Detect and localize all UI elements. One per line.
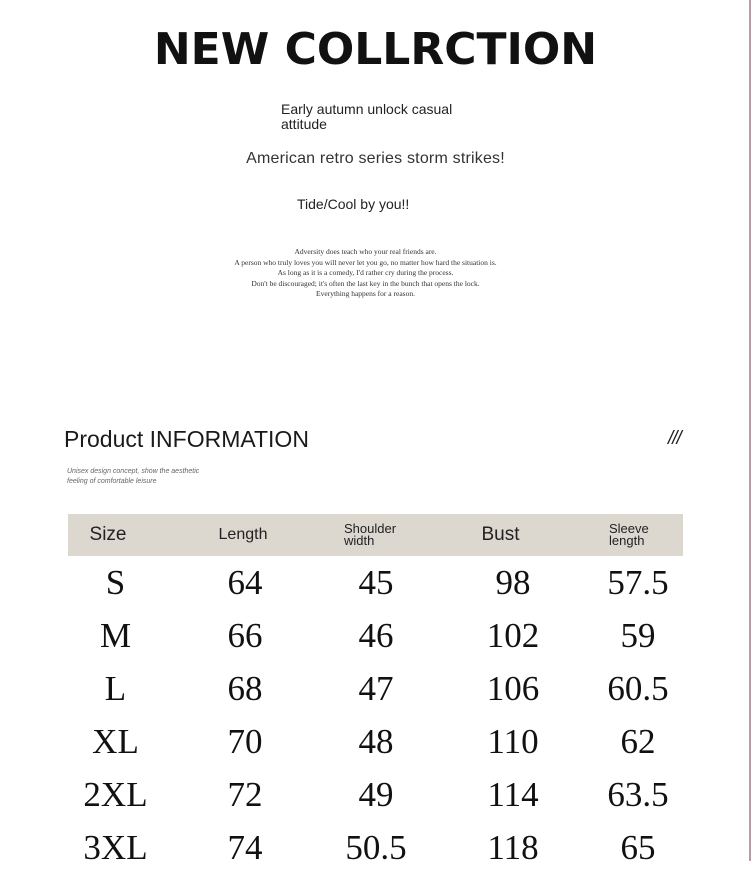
size-table [68, 514, 683, 874]
decorative-slashes: /// [668, 428, 681, 449]
header-shoulder-width: Shoulder width [344, 521, 397, 548]
cell-bust: 98 [495, 562, 531, 602]
cell-length: 66 [227, 615, 263, 655]
cell-size: XL [92, 721, 139, 761]
cell-length: 64 [227, 562, 263, 602]
cell-sleeve-length: 59 [620, 615, 656, 655]
table-row [68, 715, 683, 768]
cell-length: 68 [227, 668, 263, 708]
collection-title: NEW COLLRCTION [153, 24, 598, 75]
cell-bust: 110 [487, 721, 539, 761]
quote-line: Adversity does teach who your real friends are. [294, 247, 437, 256]
cell-bust: 118 [487, 827, 539, 867]
cell-shoulder-width: 48 [358, 721, 394, 761]
cell-sleeve-length: 57.5 [607, 562, 669, 602]
cell-shoulder-width: 49 [358, 774, 394, 814]
cell-shoulder-width: 47 [358, 668, 394, 708]
quote-line: A person who truly loves you will never let you go, no matter how hard the situation is. [234, 257, 497, 267]
cell-size: S [105, 562, 126, 602]
cell-shoulder-width: 46 [358, 615, 394, 655]
cell-length: 70 [227, 721, 263, 761]
cell-shoulder-width: 45 [358, 562, 394, 602]
product-info-title: Product INFORMATION [64, 426, 309, 452]
cell-bust: 114 [487, 774, 539, 814]
cell-size: M [99, 615, 132, 655]
header-bust: Bust [481, 524, 520, 545]
cell-sleeve-length: 65 [620, 827, 656, 867]
cell-bust: 102 [486, 615, 540, 655]
cell-length: 72 [227, 774, 263, 814]
table-row [68, 768, 683, 821]
cell-bust: 106 [486, 668, 540, 708]
quote-line: Don't be discouraged; it's often the last key in the bunch that opens the lock. [251, 278, 480, 288]
size-table-header [68, 514, 683, 556]
quote-block [0, 247, 731, 300]
header-length: Length [218, 526, 268, 543]
cell-sleeve-length: 63.5 [607, 774, 669, 814]
design-note-line: Unisex design concept, show the aesthetic [67, 468, 200, 475]
tagline-autumn: Early autumn unlock casual attitude [281, 101, 453, 132]
cell-size: 3XL [83, 827, 148, 867]
header-sleeve-length: Sleeve length [609, 521, 649, 548]
table-row [68, 556, 683, 609]
cell-size: L [104, 668, 127, 708]
size-table-body [68, 556, 683, 874]
table-row [68, 662, 683, 715]
cell-sleeve-length: 60.5 [607, 668, 669, 708]
table-row [68, 821, 683, 874]
design-note-line: feeling of comfortable leisure [67, 478, 157, 485]
table-row [68, 609, 683, 662]
cell-size: 2XL [83, 774, 148, 814]
tagline-tide: Tide/Cool by you!! [297, 196, 410, 212]
tagline-retro: American retro series storm strikes! [246, 150, 505, 167]
design-note [67, 467, 267, 487]
quote-line: As long as it is a comedy, I'd rather cry during the process. [277, 268, 454, 277]
cell-length: 74 [227, 827, 263, 867]
quote-line: Everything happens for a reason. [316, 289, 415, 298]
header-size: Size [89, 524, 127, 545]
cell-shoulder-width: 50.5 [345, 827, 407, 867]
cell-sleeve-length: 62 [620, 721, 656, 761]
